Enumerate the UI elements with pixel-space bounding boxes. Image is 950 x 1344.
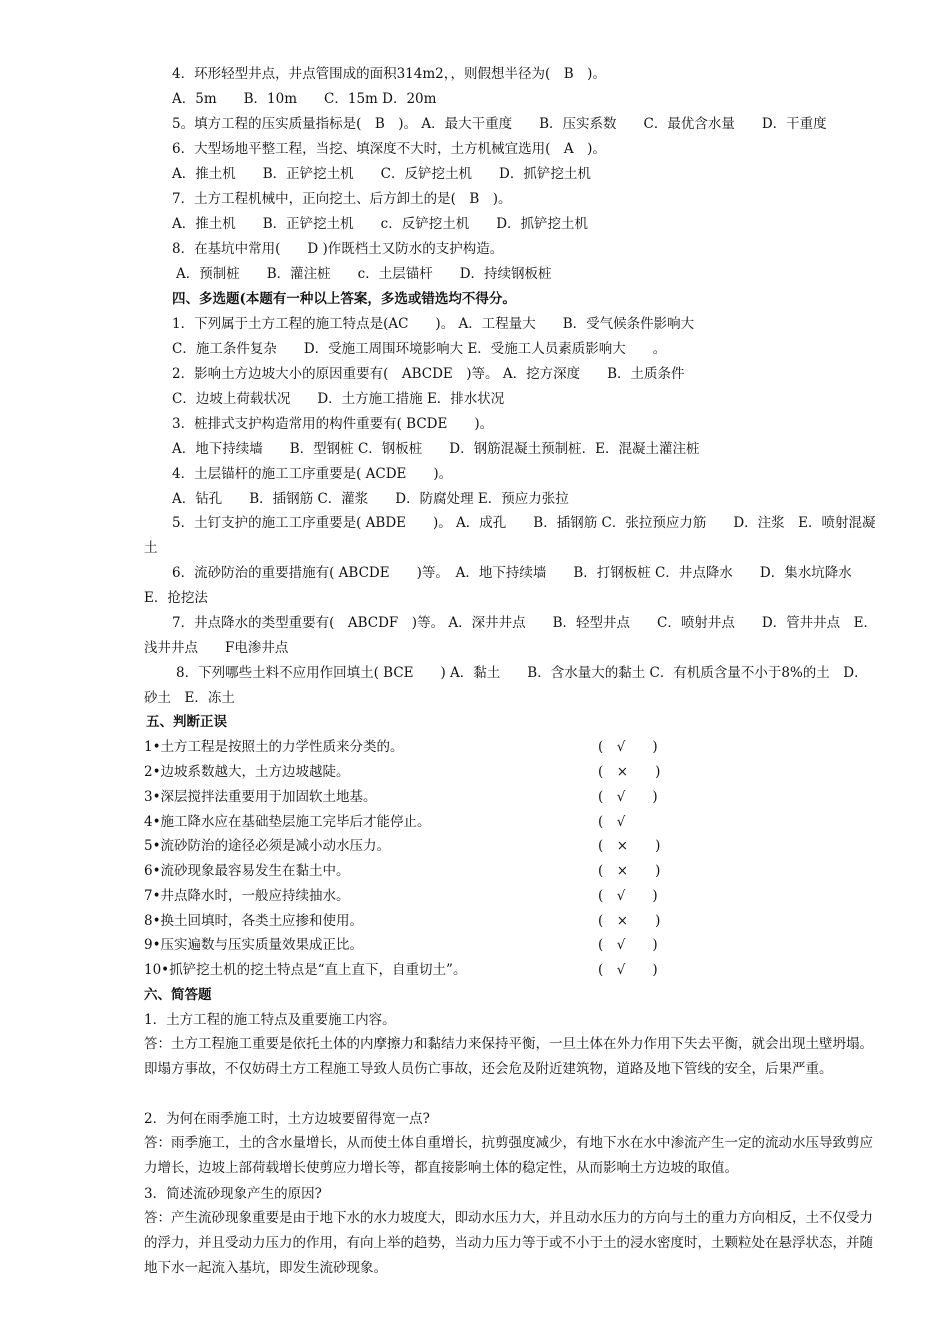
judgement-item-text: 3•深层搅拌法重要用于加固软土地基。 (144, 789, 377, 805)
judgement-item-mark: ( √ ) (598, 888, 658, 904)
judgement-item-mark: ( √ ) (598, 739, 658, 755)
answer-text: 答：雨季施工，土的含水量增长，从而使土体自重增长，抗剪强度减少，有地下水在水中渗流产生一定的流动水压导致剪应力增长，边坡上部荷载增长使剪应力增长等，都直接影响土体的稳定性，从而影响土方边坡的取值。 (144, 1135, 873, 1176)
judgement-item-text: 2•边坡系数越大，土方边坡越陡。 (144, 764, 350, 780)
judgement-item-text: 4•施工降水应在基础垫层施工完毕后才能停止。 (144, 814, 431, 830)
question-options: A．推土机 B．正铲挖土机 c．反铲挖土机 D．抓铲挖土机 (172, 216, 589, 232)
question-options: A．地下持续墙 B．型钢桩 C．钢板桩 D．钢筋混凝土预制桩．E．混凝土灌注桩 (172, 441, 700, 457)
judgement-item-mark: ( × ) (598, 913, 661, 929)
judgement-item-text: 7•井点降水时，一般应持续抽水。 (144, 888, 350, 904)
answer-text: 答：土方工程施工重要是依托土体的内摩擦力和黏结力来保持平衡，一旦土体在外力作用下失去平衡，就会出现土壁坍塌。即塌方事故，不仅妨碍土方工程施工导致人员伤亡事故，还会危及附近建筑物，道路及地下管线的安全，后果严重。 (144, 1036, 873, 1077)
question-options: A．推土机 B．正铲挖土机 C．反铲挖土机 D．抓铲挖土机 (172, 166, 591, 182)
question-options: C．边坡上荷载状况 D．土方施工措施 E．排水状况 (172, 391, 505, 407)
question-options: A．预制桩 B．灌注桩 c．土层锚杆 D．持续钢板桩 (176, 266, 552, 282)
judgement-item-text: 6•流砂现象最容易发生在黏土中。 (144, 863, 350, 879)
question-text: 6．流砂防治的重要措施有( ABCDE )等。 A．地下持续墙 B．打钢板桩 C．井点降水 D．集水坑降水 E．抢挖法 (144, 565, 866, 606)
question-text: 3．简述流砂现象产生的原因? (144, 1186, 322, 1202)
question-options: C．施工条件复杂 D．受施工周围环境影响大 E．受施工人员素质影响大 。 (172, 341, 667, 357)
question-options: A．钻孔 B．插钢筋 C．灌浆 D．防腐处理 E．预应力张拉 (172, 491, 569, 507)
judgement-item-mark: ( √ ) (598, 962, 658, 978)
judgement-item-mark: ( × ) (598, 764, 661, 780)
judgement-item-text: 5•流砂防治的途径必须是减小动水压力。 (144, 838, 391, 854)
question-text: 2．为何在雨季施工时，土方边坡要留得宽一点? (144, 1111, 430, 1127)
question-text: 1．土方工程的施工特点及重要施工内容。 (144, 1012, 396, 1028)
question-text: 8．在基坑中常用( D )作既档土又防水的支护构造。 (172, 241, 504, 257)
question-text: 2．影响土方边坡大小的原因重要有( ABCDE )等。 A．挖方深度 B．土质条件 (172, 366, 685, 382)
question-text: 4．环形轻型井点，井点管围成的面积314m2，，则假想半径为( B )。 (172, 66, 606, 82)
section-heading: 五、判断正误 (146, 714, 227, 730)
question-text: 6．大型场地平整工程，当挖、填深度不大时，土方机械宜选用( A )。 (172, 141, 606, 157)
judgement-item-text: 8•换土回填时，各类土应掺和使用。 (144, 913, 364, 929)
section-heading: 四、多选题(本题有一种以上答案，多选或错选均不得分。 (172, 291, 516, 307)
question-text: 4．土层锚杆的施工工序重要是( ACDE )。 (172, 466, 453, 482)
question-options: A．5m B．10m C．15m D．20m (172, 91, 437, 107)
judgement-item-mark: ( × ) (598, 863, 661, 879)
question-text: 7．井点降水的类型重要有( ABCDF )等。 A．深井井点 B．轻型井点 C．喷射井点 D．管井井点 E．浅井井点 F电渗井点 (144, 615, 878, 656)
judgement-item-mark: ( √ (598, 814, 626, 830)
question-text: 1．下列属于土方工程的施工特点是(AC )。 A．工程量大 B．受气候条件影响大 (172, 316, 695, 332)
judgement-item-mark: ( × ) (598, 838, 661, 854)
judgement-item-text: 9•压实遍数与压实质量效果成正比。 (144, 937, 364, 953)
question-text: 3．桩排式支护构造常用的构件重要有( BCDE )。 (172, 416, 494, 432)
question-text: 8．下列哪些土料不应用作回填土( BCE ) A．黏土 B．含水量大的黏土 C．有机质含量不小于8%的土 D．砂土 E．冻土 (144, 665, 868, 706)
question-text: 5。填方工程的压实质量指标是( B )。 A．最大干重度 B．压实系数 C．最优含水量 D．干重度 (172, 116, 827, 132)
question-text: 7．土方工程机械中，正向挖土、后方卸土的是( B )。 (172, 191, 512, 207)
judgement-item-text: 10•抓铲挖土机的挖土特点是“直上直下，自重切土”。 (144, 962, 467, 978)
section-heading: 六、简答题 (144, 987, 212, 1003)
judgement-item-mark: ( √ ) (598, 937, 658, 953)
question-text: 5．土钉支护的施工工序重要是( ABDE )。 A．成孔 B．插钢筋 C．张拉预应力筋 D．注浆 E．喷射混凝土 (144, 515, 876, 556)
answer-text: 答：产生流砂现象重要是由于地下水的水力坡度大，即动水压力大，并且动水压力的方向与土的重力方向相反，土不仅受力的浮力，并且受动力压力的作用，有向上举的趋势，当动力压力等于或不小于土的浸水密度时，土颗粒处在悬浮状态，并随地下水一起流入基坑，即发生流砂现象。 (144, 1210, 873, 1276)
judgement-item-mark: ( √ ) (598, 789, 658, 805)
judgement-item-text: 1•土方工程是按照土的力学性质来分类的。 (144, 739, 404, 755)
